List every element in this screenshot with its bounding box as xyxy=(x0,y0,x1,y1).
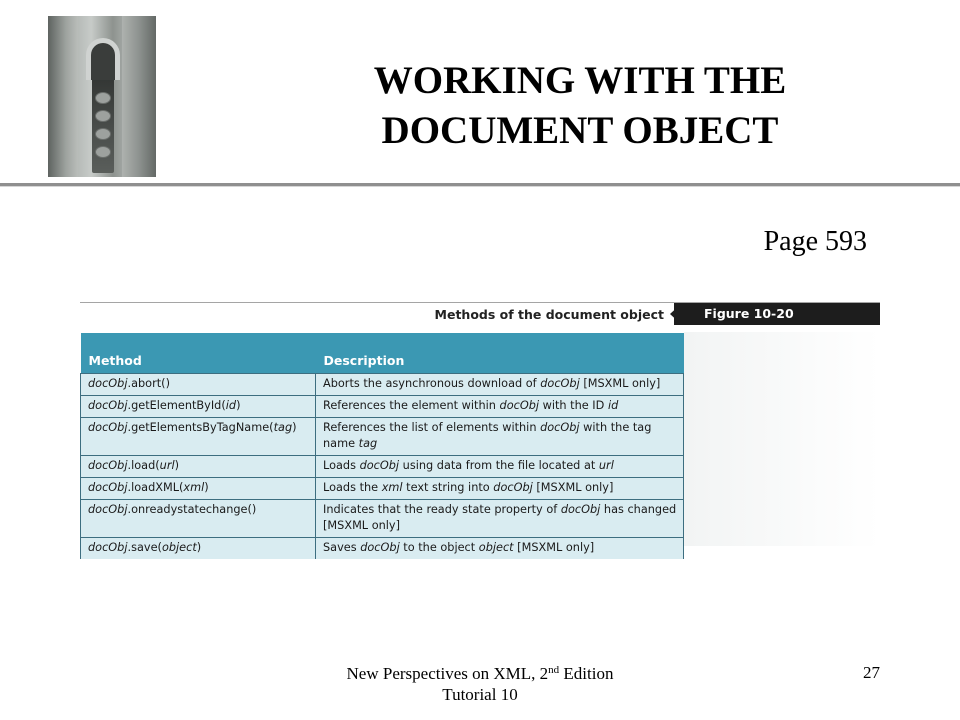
column-header-description: Description xyxy=(316,333,684,373)
footer-tutorial: Tutorial 10 xyxy=(442,685,518,704)
title-divider-shadow xyxy=(0,186,960,187)
description-cell: Indicates that the ready state property of docObj has changed [MSXML only] xyxy=(316,499,684,537)
bridge-tower-photo xyxy=(48,16,156,177)
page-number: 27 xyxy=(863,663,880,682)
description-cell: Aborts the asynchronous download of docObj [MSXML only] xyxy=(316,373,684,395)
slide-title xyxy=(200,56,960,156)
method-cell: docObj.loadXML(xml) xyxy=(81,477,316,499)
description-cell: References the list of elements within docObj with the tag name tag xyxy=(316,417,684,455)
page-reference: Page 593 xyxy=(763,226,867,257)
figure-methods-table xyxy=(80,302,880,554)
method-cell: docObj.load(url) xyxy=(81,455,316,477)
slide-title-line-1: WORKING WITH THE xyxy=(373,59,787,102)
table-header-row xyxy=(81,333,684,373)
table-row xyxy=(81,417,684,455)
method-cell: docObj.abort() xyxy=(81,373,316,395)
table-row xyxy=(81,477,684,499)
description-cell: Loads docObj using data from the file located at url xyxy=(316,455,684,477)
figure-caption: Methods of the document object xyxy=(434,307,664,322)
table-row xyxy=(81,395,684,417)
figure-label: Figure 10-20 xyxy=(674,303,880,325)
table-row xyxy=(81,455,684,477)
method-cell: docObj.onreadystatechange() xyxy=(81,499,316,537)
method-cell: docObj.save(object) xyxy=(81,537,316,559)
description-cell: References the element within docObj with the ID id xyxy=(316,395,684,417)
table-row xyxy=(81,373,684,395)
method-cell: docObj.getElementsByTagName(tag) xyxy=(81,417,316,455)
methods-table xyxy=(80,333,684,559)
description-cell: Saves docObj to the object object [MSXML only] xyxy=(316,537,684,559)
column-header-method: Method xyxy=(81,333,316,373)
slide-title-line-2: DOCUMENT OBJECT xyxy=(381,109,779,152)
table-row xyxy=(81,537,684,559)
footer-book-title xyxy=(330,663,630,705)
method-cell: docObj.getElementById(id) xyxy=(81,395,316,417)
table-row xyxy=(81,499,684,537)
figure-side-panel xyxy=(684,332,880,546)
figure-caption-bar xyxy=(80,302,880,324)
footer-edition-line: New Perspectives on XML, 2nd Edition xyxy=(346,664,614,683)
description-cell: Loads the xml text string into docObj [MSXML only] xyxy=(316,477,684,499)
